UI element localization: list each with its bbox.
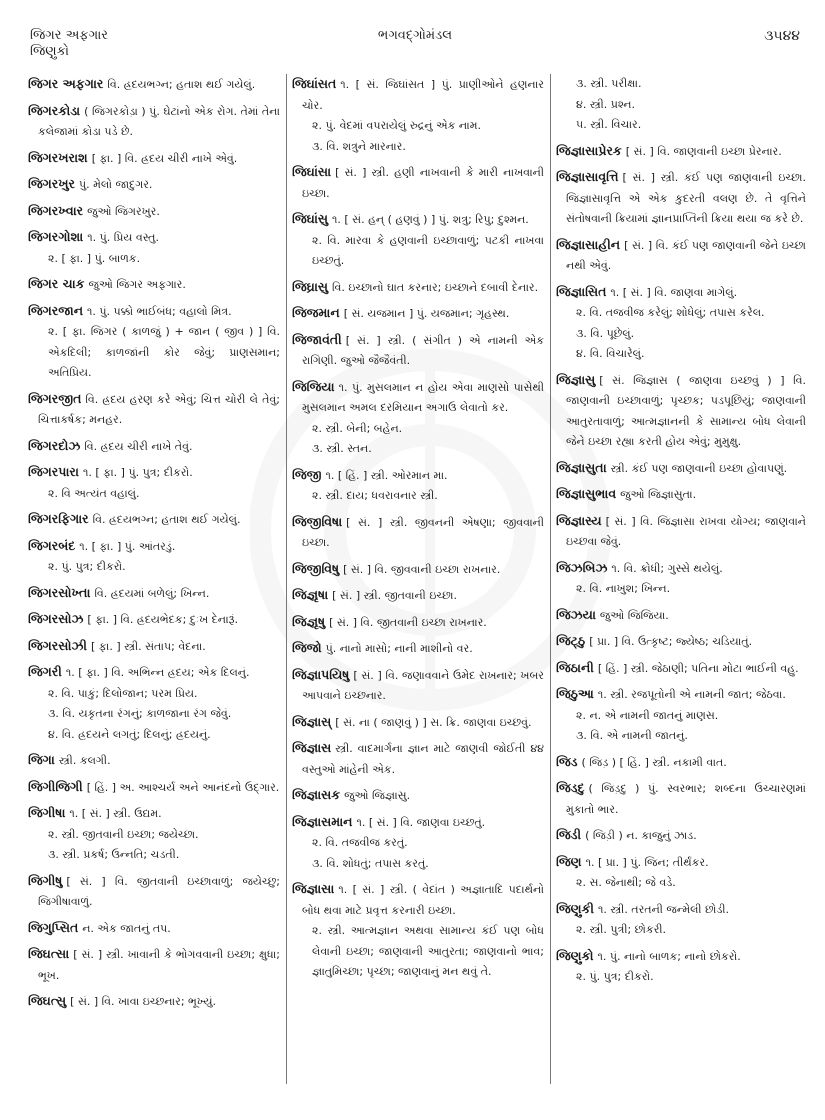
dictionary-entry [556, 684, 806, 747]
dictionary-entry [28, 148, 280, 170]
headword: જિજ્ઞાસુભાવ [556, 486, 617, 501]
headword: જિગરફિગાર [28, 511, 89, 526]
definition: પું. નાનો માસો; નાની માશીનો વર. [325, 642, 473, 655]
headword: જિઠુઆ [556, 686, 594, 701]
dictionary-entry [28, 201, 280, 223]
book-title: ભગવદ્ગોમંડલ [377, 28, 453, 43]
dictionary-entry [292, 712, 544, 734]
dictionary-entry [556, 631, 806, 653]
sense: ૨. પું. પુત્ર; દીકરો. [48, 560, 126, 573]
sense: ૨. પું. વેદમાં વપરાયેલું રુદ્રનું એક નામ. [312, 119, 482, 132]
headword: જિણુકો [556, 947, 594, 963]
headword: જિગરખુર [28, 176, 75, 191]
definition: ૧. [ સં. હન્ ( હણવું ) ] પું. શત્રુ; રિપુ; દુશ્મન. [332, 213, 529, 226]
headword: જિજી [292, 466, 322, 482]
dictionary-entry [28, 662, 280, 745]
column-1 [28, 74, 280, 1094]
definition: જુઓ જિજ્ઞાસુ. [344, 789, 411, 802]
headword: જિજ્ઞાપયિષુ [292, 666, 350, 682]
definition: પું. મેલો જાદુગર. [78, 178, 153, 191]
dictionary-entry [28, 389, 280, 431]
definition: [ સં. ] વિ. કંઈ પણ જાણવાની જેને ઇચ્છા નથી એવું. [566, 238, 806, 272]
sense: ૨. સ. જેનાથી; જે વડે. [576, 876, 676, 889]
headword: જિઘાંસત [292, 76, 337, 91]
dictionary-entry [292, 209, 544, 272]
column-divider [286, 74, 287, 1084]
definition: [ સં. ] વિ. જણાવવાને ઉમેદ રાખનાર; ખબર આપવાને ઇચ્છનાર. [302, 668, 544, 702]
definition: ૧. પું. મુસલમાન ન હોય એવા માણસો પાસેથી મુસલમાન અમલ દરમિયાન અગાઉ લેવાતો કર. [302, 380, 544, 414]
page-header [30, 28, 800, 68]
dictionary-entry [28, 777, 280, 799]
headword: જિજ્ઞાસ [292, 740, 332, 755]
headword: જિજ્ઞાસમાન [292, 813, 353, 829]
dictionary-entry [28, 918, 280, 940]
column-divider [550, 74, 551, 1084]
dictionary-entry [292, 559, 544, 581]
dictionary-entry [28, 944, 280, 986]
definition: [ સં. ] વિ. જીવવાની ઇચ્છા રાખનાર. [343, 562, 501, 576]
dictionary-entry [28, 871, 280, 913]
headword: જિગરબંદ [28, 537, 76, 553]
headword: જિઘત્સા [28, 946, 70, 961]
definition: સ્ત્રી. કંઈ પણ જાણવાની ઇચ્છા હોવાપણું. [610, 461, 788, 475]
headword: જિગરસોઝી [28, 637, 87, 653]
headword: જિજ્ઞૃષા [292, 587, 329, 602]
dictionary-entry [28, 803, 280, 866]
dictionary-entry [28, 436, 280, 458]
headword: જિજ્ઞાસ્ [292, 713, 332, 729]
headword: જિગરસોખ્તા [28, 584, 91, 600]
headword: જિગરી [28, 664, 62, 679]
sense: ૨. સ્ત્રી. પુત્રી; છોકરી. [576, 923, 667, 936]
definition: ૧. [ ફા. ] પું. પુત્ર; દીકરો. [82, 466, 193, 479]
sense: ૩. વિ. એ નામની જાતનું. [576, 729, 688, 742]
dictionary-entry [292, 512, 544, 554]
definition: [ ફા. ] સ્ત્રી. સંતાપ; વેદના. [91, 639, 206, 653]
dictionary-entry [28, 462, 280, 504]
sense: ૩. વિ. યકૃતના રંગનું; કાળજાના રંગ જેવું. [48, 707, 232, 720]
dictionary-entry [556, 458, 806, 480]
headword: જિજ્ઞાસાપ્રેરક [556, 142, 622, 158]
dictionary-entry [28, 101, 280, 143]
definition: ૧. સ્ત્રી. રજપૂતોની એ નામની જાત; જેઠવા. [597, 688, 786, 701]
dictionary-entry [28, 536, 280, 578]
definition: [ સં. ] વિ. જાણવાની ઇચ્છા પ્રેરનાર. [625, 144, 782, 158]
dictionary-entry [292, 330, 544, 372]
guide-word-first: જિગર અફગાર [30, 28, 108, 43]
sense: ૨. વિ અત્યંત વહાલું. [48, 486, 140, 500]
sense: ૨. પું. પુત્ર; દીકરો. [576, 970, 654, 983]
dictionary-entry [292, 465, 544, 507]
dictionary-entry [292, 738, 544, 780]
headword: જિજ્ઞાસા [292, 881, 335, 896]
headword: જિગરજીત [28, 390, 82, 406]
dictionary-entry [556, 484, 806, 506]
headword: જિગરકોડા [28, 102, 81, 118]
headword: જિડ [556, 753, 578, 769]
headword: જિઠાની [556, 659, 594, 675]
definition: [ સં. ] સ્ત્રી. ( સંગીત ) એ નામની એક રાગિણી. જુઓ જૈજૈવંતી. [302, 333, 544, 367]
sense: ૨. વિ. મારવા કે હણવાની ઇચ્છાવાળું; પટકી નાખવા ઇચ્છતું. [312, 233, 544, 267]
definition: [ સં. ] વિ. જીતવાની ઇચ્છાવાળું; જયેચ્છુ; જિગીષાવાળું. [38, 874, 280, 908]
sense: ૨. વિ. તજવીજ કરેલું; શોધેલું; તપાસ કરેલ. [576, 306, 765, 319]
headword: જિડી [556, 827, 582, 842]
dictionary-entry [556, 74, 806, 136]
sense: ૪. વિ. હ્રદયને લગતું; દિલનું; હ્રદયનું. [48, 727, 211, 741]
definition: સ્ત્રી. વાદમાર્ગના જ્ઞાન માટે જાણવી જોઈતી ૪૪ વસ્તુઓ માંહેની એક. [302, 742, 544, 776]
headword: જિઘાંસા [292, 164, 332, 179]
dictionary-entry [556, 778, 806, 820]
dictionary-entry [28, 274, 280, 296]
definition: જુઓ જિજ્ઞાસુતા. [620, 488, 697, 501]
definition: [ સં. યજમાન ] પું. યજમાન; ગૃહસ્થ. [343, 307, 510, 320]
dictionary-entry [292, 585, 544, 607]
dictionary-entry [28, 301, 280, 384]
column-2 [292, 74, 544, 1094]
headword: જિજ્ઞાસાહીન [556, 236, 621, 252]
sense: ૨. વિ. તજવીજ કરતું. [312, 836, 408, 849]
sense: ૨. [ ફા. ] પું. બાળક. [48, 251, 141, 265]
dictionary-entry [556, 658, 806, 680]
headword: જિજ્ઞૃષુ [292, 613, 326, 629]
definition: [ હિં. ] સ્ત્રી. જેઠાણી; પતિના મોટા ભાઈની વહુ. [597, 661, 799, 675]
dictionary-entry [28, 74, 280, 96]
headword: જિગરખરાશ [28, 149, 88, 165]
headword: જિગરપારા [28, 464, 79, 479]
definition: જુઓ જિજિયા. [599, 608, 669, 622]
sense: ૫. સ્ત્રી. વિચાર. [576, 118, 642, 131]
dictionary-entry [28, 609, 280, 631]
sense: ૩. વિ. શોધતું; તપાસ કરતું. [312, 856, 429, 870]
sense: ૪. વિ. વિચારેલું. [576, 347, 645, 360]
headword: જિજ્ઞાસક [292, 787, 341, 802]
headword: જિજિયા [292, 378, 335, 394]
definition: [ સં. ] સ્ત્રી. ખાવાની કે ભોગવવાની ઇચ્છા; ક્ષુધા; ભૂખ. [38, 948, 280, 982]
definition: [ સં. ] સ્ત્રી. કંઈ પણ જાણવાની ઇચ્છા. જિજ્ઞાસાવૃત્તિ એ એક કુદરતી વલણ છે. તે વૃત્તિને સંતોષવાની ક્રિયામાં જ્ઞાનપ્રાપ્તિની ક્રિયા થયા જ કરે છે. [566, 171, 806, 225]
definition: ૧. [ હિં. ] સ્ત્રી. ઓરમાન મા. [325, 468, 448, 482]
sense: ૨. સ્ત્રી. દાય; ધવરાવનાર સ્ત્રી. [312, 489, 438, 502]
dictionary-entry [556, 282, 806, 365]
headword: જિજાવંતી [292, 331, 342, 347]
sense: ૪. સ્ત્રી. પ્રશ્ન. [576, 97, 635, 111]
headword: જિજ્ઞાસિત [556, 283, 607, 299]
dictionary-entry [556, 558, 806, 600]
dictionary-entry [28, 227, 280, 269]
headword: જિઘત્સુ [28, 993, 67, 1008]
sense: ૨. વિ. પાકું; દિલોજાન; પરમ પ્રિય. [48, 686, 198, 700]
dictionary-entry [556, 825, 806, 847]
sense: ૩. સ્ત્રી. પરીક્ષા. [576, 77, 642, 90]
definition: ( જિડ઼ ) [ હિં. ] સ્ત્રી. નકામી વાત. [581, 755, 727, 769]
headword: જિજીવિષા [292, 513, 343, 529]
dictionary-entry [292, 785, 544, 807]
dictionary-entry [292, 74, 544, 157]
headword: જિઝયા [556, 606, 596, 622]
headword: જિગર ચાક [28, 276, 85, 291]
headword: જિગીજિગી [28, 778, 83, 794]
definition: ૧. પું. નાનો બાળક; નાનો છોકરો. [597, 949, 741, 963]
dictionary-entry [556, 852, 806, 894]
sense: ૨. [ ફા. જિગર ( કાળજું ) + જાન ( જીવ ) ] વિ. એકદિલી; કાળજાંની કોર જેવું; પ્રાણસમાન; અતિપ્રિય. [48, 325, 280, 379]
dictionary-entry [292, 812, 544, 875]
dictionary-entry [292, 303, 544, 325]
dictionary-entry [556, 167, 806, 230]
definition: ૧. [ પ્રા. ] પું. જિન; તીર્થંકર. [585, 855, 709, 869]
definition: વિ. હ્રદય હરણ કરે એવું; ચિત્ત ચોરી લે તેવું; ચિત્તાકર્ષક; મનહર. [38, 392, 280, 426]
definition: વિ. હ્રદયભગ્ન; હતાશ થઈ ગયેલું. [107, 78, 256, 91]
headword: જિજો [292, 640, 322, 655]
dictionary-entry [292, 612, 544, 634]
headword: જિટ્ઠુ [556, 633, 586, 648]
sense: ૩. સ્ત્રી. પ્રકર્ષ; ઉન્નતિ; ચડતી. [48, 848, 180, 861]
definition: [ સં. ] સ્ત્રી. હણી નાખવાની કે મારી નાખવાની ઇચ્છા. [302, 166, 544, 200]
dictionary-entry [292, 377, 544, 460]
headword: જિજ્ઞાસ્ય [556, 512, 602, 528]
headword: જિગરદોઝ [28, 437, 81, 453]
headword: જિગરખ્વાર [28, 202, 84, 218]
definition: ૧. [ ફા. ] વિ. અભિન્ન હ્રદય; એક દિલનું. [65, 666, 250, 679]
headword: જિણુકી [556, 900, 594, 916]
headword: જિગરગોશા [28, 229, 84, 244]
definition: [ સં. ] સ્ત્રી. જીતવાની ઇચ્છા. [332, 589, 457, 602]
headword: જિજીવિષુ [292, 560, 340, 576]
dictionary-entry [556, 370, 806, 453]
dictionary-entry [556, 899, 806, 941]
definition: ૧. પું. પ્રિય વસ્તુ. [87, 231, 159, 244]
definition: ( જિગરકોડ઼ા ) પું. ઘેટાંનો એક રોગ. તેમાં તેના કલેજામાં કોડા પડે છે. [38, 104, 280, 138]
definition: [ ફા. ] વિ. હ્રદય ચીરી નાખે એવું. [91, 151, 238, 165]
page-number: ૩૫૪૪ [764, 28, 800, 44]
dictionary-entry [28, 583, 280, 605]
headword: જિગર અફગાર [28, 76, 104, 91]
dictionary-entry [292, 638, 544, 660]
headword: જિગરસોઝ [28, 611, 84, 626]
definition: ( જિડ઼દુ ) પું. સ્વરભાર; શબ્દના ઉચ્ચારણમાં મુકાતો ભાર. [566, 782, 806, 816]
dictionary-entry [556, 141, 806, 163]
definition: ૧. [ સં. ] સ્ત્રી. ઉદ્યમ. [69, 807, 162, 820]
definition: [ પ્રા. ] વિ. ઉત્કૃષ્ટ; જ્યેષ્ઠ; ચડિયાતું. [589, 635, 753, 648]
dictionary-entry [556, 235, 806, 277]
definition: ન. એક જાતનું તપ. [82, 921, 171, 935]
headword: જિજ્ઞાસાવૃત્તિ [556, 169, 619, 184]
definition: [ સં. ] વિ. ખાવા ઇચ્છનાર; ભૂખ્યું. [70, 995, 216, 1008]
dictionary-entry [28, 174, 280, 196]
dictionary-entry [28, 991, 280, 1013]
dictionary-entry [28, 750, 280, 772]
dictionary-entry [28, 509, 280, 531]
dictionary-entry [292, 162, 544, 204]
headword: જિજમાન [292, 305, 340, 320]
definition: [ સં. ] વિ. જીતવાની ઇચ્છા રાખનાર. [329, 615, 487, 629]
definition: ૧. સ્ત્રી. તરતની જન્મેલી છોડી. [597, 902, 729, 916]
definition: [ હિં. ] અ. આશ્ચર્ય અને આનંદનો ઉદ્ગાર. [86, 780, 280, 794]
definition: [ ફા. ] વિ. હ્રદયભેદક; દુઃખ દેનારૂં. [87, 613, 239, 626]
dictionary-columns [28, 74, 806, 1094]
definition: ૧. [ સં. ] વિ. જાણવા ઇચ્છતું. [356, 815, 486, 829]
headword: જિગા [28, 752, 55, 767]
guide-word-last: જિણુકો [30, 44, 70, 59]
sense: ૨. ન. એ નામની જાતનું માણસ. [576, 708, 719, 722]
column-3 [556, 74, 806, 1094]
definition: વિ. હ્રદયભગ્ન; હતાશ થઈ ગયેલું. [92, 513, 241, 526]
definition: ૧. [ સં. જિઘાંસત ] પું. પ્રાણીઓને હણનાર ચોર. [302, 78, 544, 112]
headword: જિજ્ઞાસુતા [556, 459, 607, 475]
headword: જિગુપ્સિત [28, 919, 79, 935]
dictionary-entry [556, 752, 806, 774]
dictionary-entry [556, 946, 806, 988]
headword: જિઘ્રાસુ [292, 278, 329, 294]
definition: ૧. [ સં. ] સ્ત્રી. ( વેદાંત ) અજ્ઞાતાદિ પદાર્થનો બોધ થવા માટે પ્રવૃત્ત કરનારી ઇચ્છા. [302, 883, 544, 917]
sense: ૩. વિ. શત્રુને મારનાર. [312, 139, 406, 153]
sense: ૩. સ્ત્રી. સ્તન. [312, 442, 372, 455]
dictionary-entry [28, 636, 280, 658]
headword: જિડદુ [556, 780, 585, 795]
definition: ૧. પું. પક્કો ભાઈબંધ; વહાલો મિત્ર. [87, 304, 232, 318]
definition: વિ. હ્રદય ચીરી નાખે તેવું. [84, 439, 193, 453]
dictionary-entry [292, 879, 544, 983]
definition: સ્ત્રી. કલગી. [58, 754, 111, 767]
dictionary-entry [292, 277, 544, 299]
definition: જુઓ જિગરખુર. [87, 204, 160, 218]
definition: [ સં. ] વિ. જિજ્ઞાસા રાખવા યોગ્ય; જાણવાને ઇચ્છવા જેવું. [566, 514, 806, 548]
definition: [ સં. ના ( જાણવું ) ] સ. ક્રિ. જાણવા ઇચ્છવું. [335, 715, 532, 729]
headword: જિગીષા [28, 805, 66, 820]
definition: ૧. [ ફા. ] પું. આંતરડું. [79, 539, 176, 553]
definition: વિ. ઇચ્છાનો ઘાત કરનાર; ઇચ્છાને દબાવી દેનાર. [332, 280, 539, 294]
dictionary-entry [556, 605, 806, 627]
headword: જિઝબિઝ [556, 559, 608, 575]
definition: ૧. વિ. ક્રોધી; ગુસ્સે થયેલું. [611, 561, 723, 575]
headword: જિગીષુ [28, 872, 63, 888]
definition: [ સં. જિજ્ઞાસ ( જાણવા ઇચ્છવું ) ] વિ. જાણવાની ઇચ્છાવાળું; પૃચ્છક; પડપૂછિયું; જાણવાની આતુરતાવાળું; આત્મજ્ઞાનની કે સામાન્ય બોધ લેવાની જેને ઇચ્છા રહ્યા કરતી હોય એવું; મુમુક્ષુ. [566, 373, 806, 448]
sense: ૨. સ્ત્રી. બેની; બહેન. [312, 421, 403, 435]
headword: જિઘાંસુ [292, 211, 329, 226]
sense: ૨. વિ. નાખુશ; ખિન્ન. [576, 582, 671, 595]
headword: જિજ્ઞાસુ [556, 371, 596, 387]
headword: જિણ [556, 853, 582, 869]
definition: [ સં. ] સ્ત્રી. જીવનની એષણા; જીવવાની ઇચ્છા. [302, 515, 544, 549]
dictionary-entry [292, 665, 544, 707]
headword: જિગરજાન [28, 302, 84, 318]
definition: ( જિડ઼ી ) ન. કાજુનું ઝાડ. [585, 829, 697, 842]
dictionary-entry [556, 511, 806, 553]
sense: ૨. સ્ત્રી. જીતવાની ઇચ્છા; જયેચ્છા. [48, 827, 199, 841]
sense: ૩. વિ. પૂછેલું. [576, 326, 635, 340]
definition: જુઓ જિગર અફગાર. [88, 278, 186, 291]
definition: ૧. [ સં. ] વિ. જાણવા માગેલું. [610, 285, 738, 299]
definition: વિ. હ્રદયમાં બળેલું; ખિન્ન. [94, 586, 210, 600]
sense: ૨. સ્ત્રી. આત્મજ્ઞાન અથવા સામાન્ય કંઈ પણ બોધ લેવાની ઇચ્છા; જાણવાની આતુરતા; જાણવાનો ભાવ; જ્ઞાતુમિચ્છા; પૃચ્છા; જાણવાનું મન થવું તે. [312, 924, 544, 978]
